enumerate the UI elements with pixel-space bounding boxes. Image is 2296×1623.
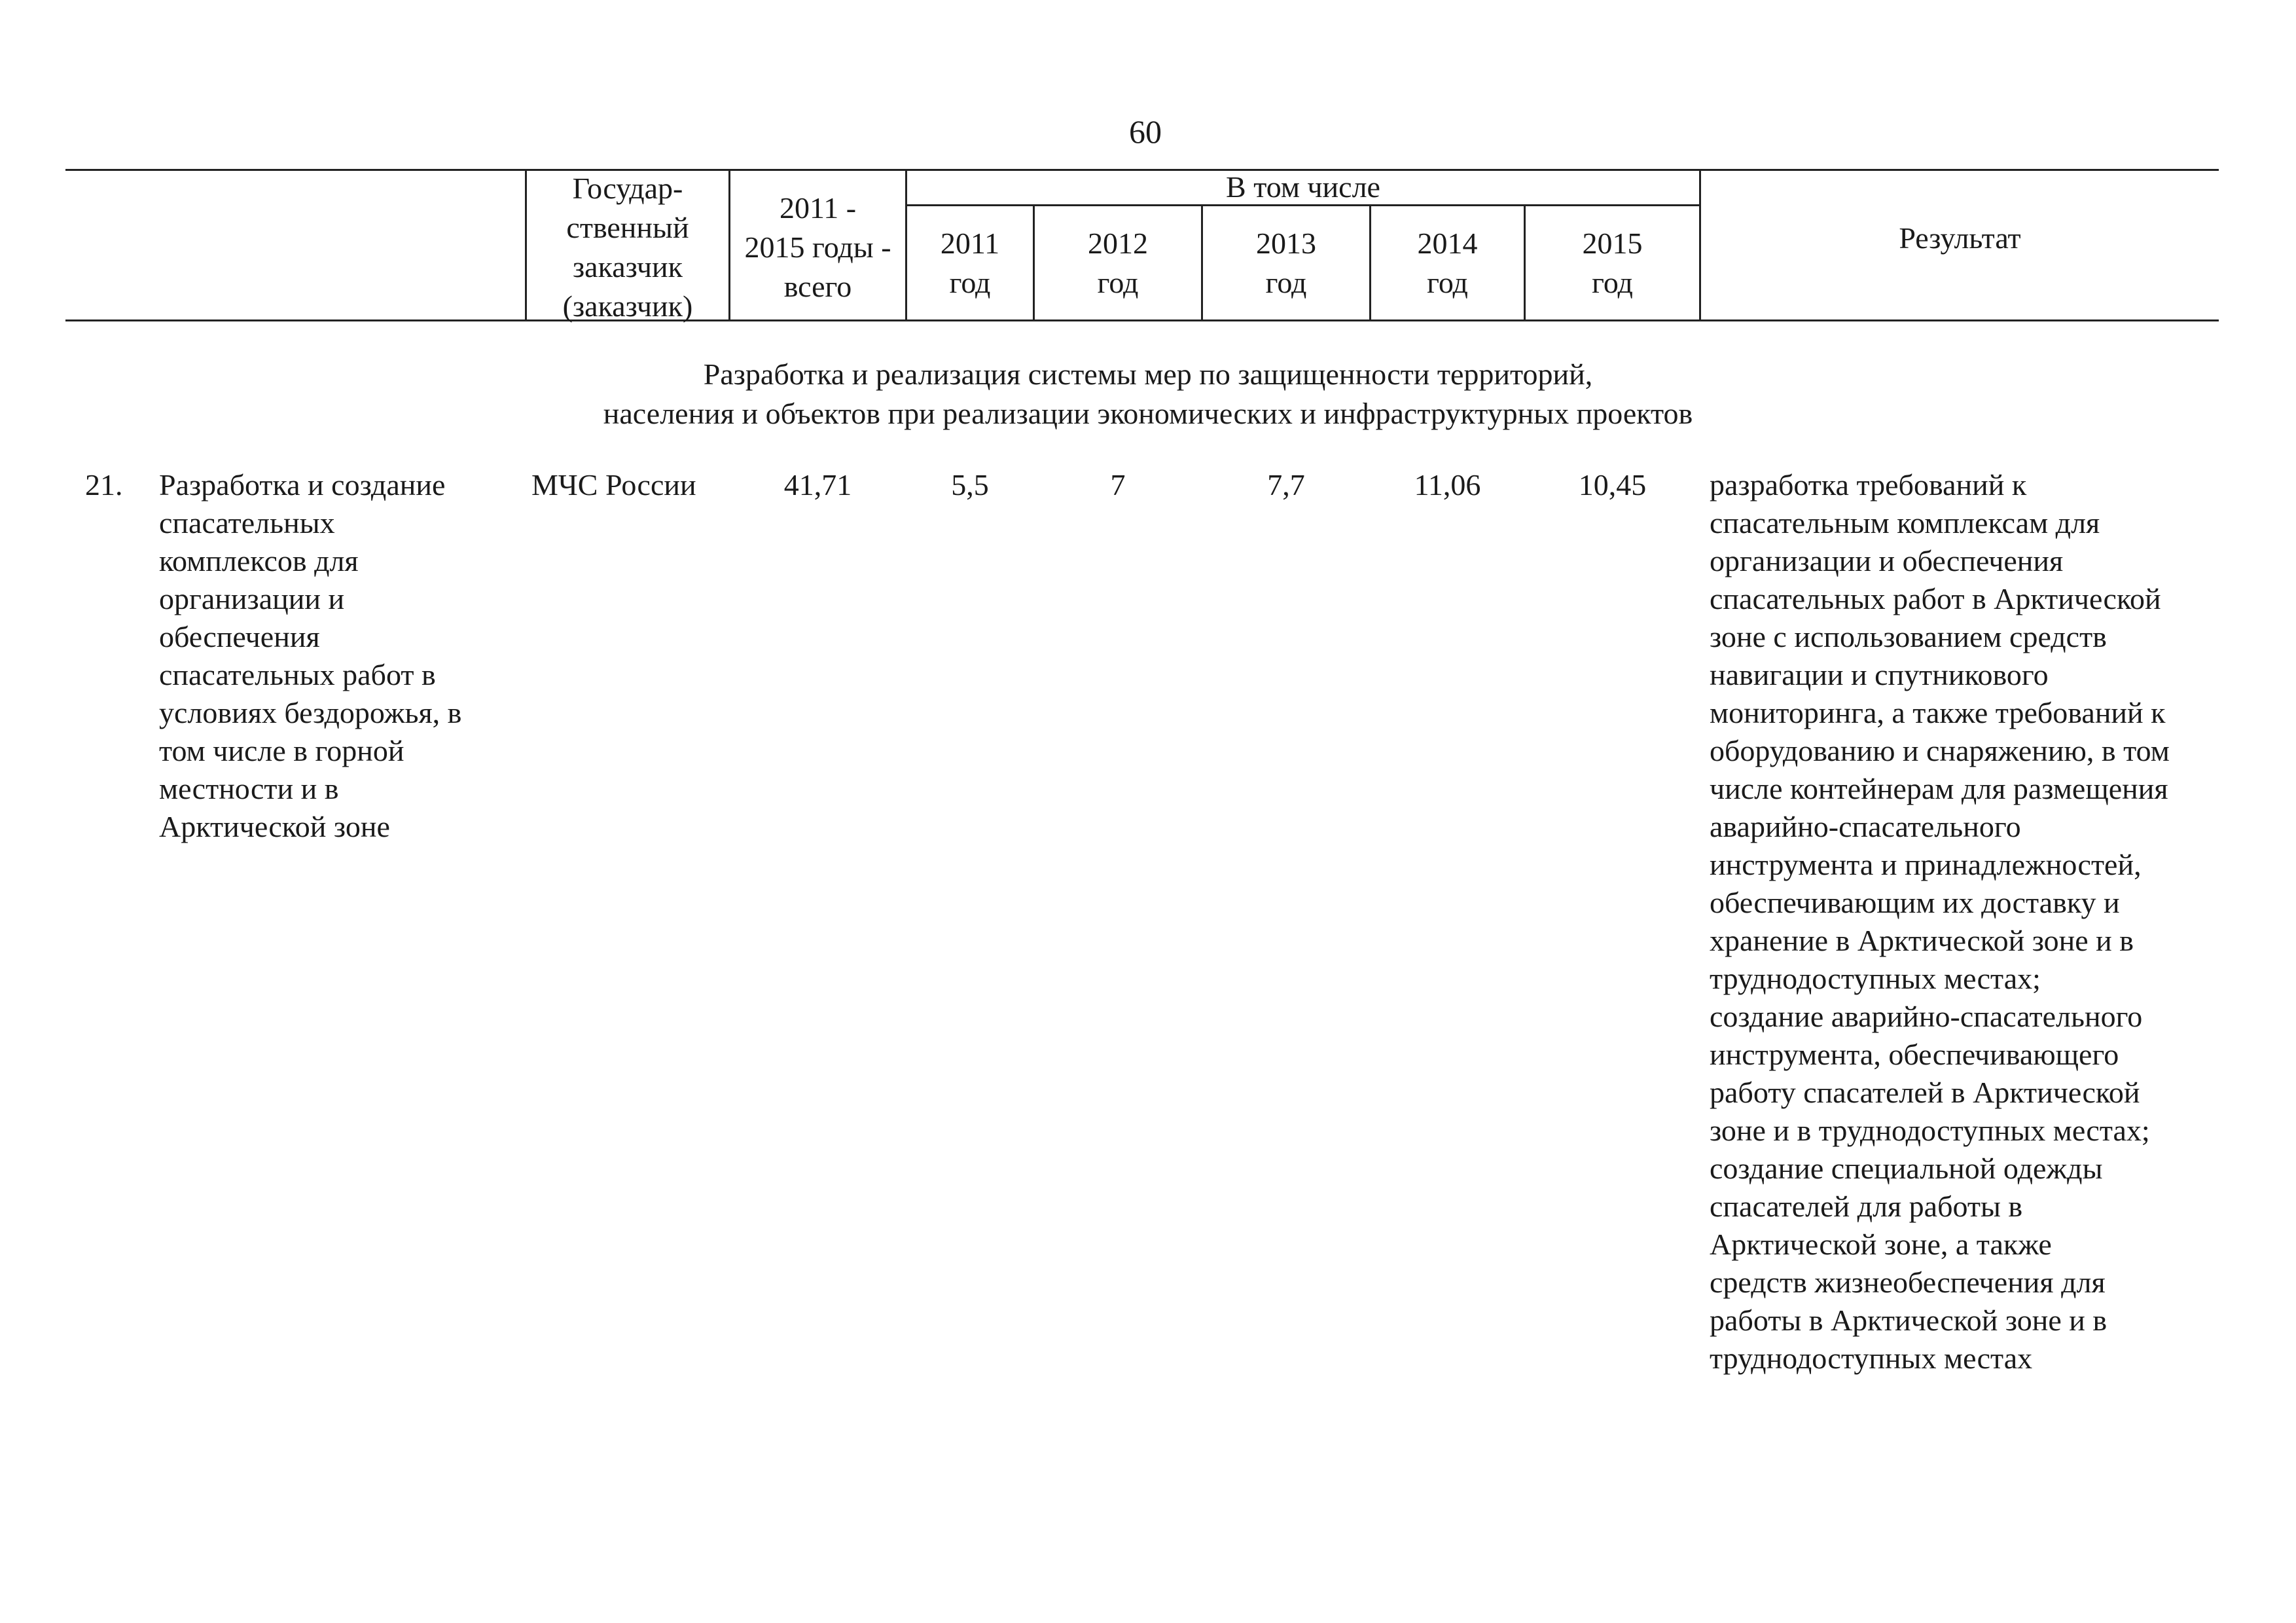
header-total <box>730 189 905 306</box>
row-value-2015: 10,45 <box>1578 468 1647 501</box>
header-customer-line: заказчик <box>572 250 683 283</box>
row-name-line: спасательных работ в <box>159 658 436 691</box>
row-value-2013: 7,7 <box>1267 468 1305 501</box>
header-total-line: всего <box>783 270 852 303</box>
section-title-line: Разработка и реализация системы мер по защищенности территорий, <box>703 357 1593 391</box>
result-line: спасательных работ в Арктической <box>1710 582 2161 615</box>
result-line: работы в Арктической зоне и в <box>1710 1304 2108 1337</box>
result-line: организации и обеспечения <box>1710 544 2064 577</box>
header-year-unit: год <box>1427 266 1468 299</box>
result-line: создание специальной одежды <box>1710 1152 2103 1185</box>
row-name-line: спасательных <box>159 506 335 539</box>
row-name <box>159 466 526 846</box>
row-result <box>1710 466 2220 1377</box>
header-result: Результат <box>1899 221 2021 255</box>
header-year-unit: год <box>1097 266 1139 299</box>
row-total: 41,71 <box>783 468 852 501</box>
header-year-2015 <box>1526 224 1699 302</box>
row-name-line: Арктической зоне <box>159 810 390 843</box>
result-line: труднодоступных местах; <box>1710 962 2041 995</box>
row-name-line: организации и <box>159 582 345 615</box>
header-year-unit: год <box>1592 266 1633 299</box>
header-year-unit: год <box>1265 266 1307 299</box>
row-name-line: условиях бездорожья, в <box>159 696 462 729</box>
result-line: зоне и в труднодоступных местах; <box>1710 1114 2150 1147</box>
page-number: 60 <box>1129 113 1162 150</box>
result-line: числе контейнерам для размещения <box>1710 772 2168 805</box>
row-name-line: комплексов для <box>159 544 359 577</box>
header-year-label: 2014 <box>1417 227 1478 260</box>
header-total-line: 2011 - <box>779 191 857 225</box>
row-value-2014: 11,06 <box>1414 468 1481 501</box>
header-customer-line: ственный <box>566 211 689 244</box>
header-bottom-rule <box>65 319 2219 321</box>
header-year-2012 <box>1035 224 1201 302</box>
header-including: В том числе <box>1226 170 1380 204</box>
row-name-line: Разработка и создание <box>159 468 446 501</box>
header-year-2014 <box>1371 224 1524 302</box>
header-customer <box>527 169 728 326</box>
row-name-line: том числе в горной <box>159 734 404 767</box>
header-year-2011 <box>907 224 1033 302</box>
result-line: оборудованию и снаряжению, в том <box>1710 734 2170 767</box>
header-year-label: 2011 <box>940 227 1000 260</box>
result-line: Арктической зоне, а также <box>1710 1228 2052 1261</box>
row-value-2012: 7 <box>1110 468 1126 501</box>
section-title-line: населения и объектов при реализации экономических и инфраструктурных проектов <box>603 397 1693 430</box>
result-line: средств жизнеобеспечения для <box>1710 1266 2106 1299</box>
header-customer-line: Государ- <box>572 172 683 205</box>
row-number: 21. <box>85 468 123 501</box>
header-year-label: 2013 <box>1256 227 1316 260</box>
result-line: мониторинга, а также требований к <box>1710 696 2166 729</box>
result-line: работу спасателей в Арктической <box>1710 1076 2140 1109</box>
result-line: разработка требований к <box>1710 468 2027 501</box>
row-value-2011: 5,5 <box>951 468 989 501</box>
header-year-unit: год <box>949 266 991 299</box>
result-line: инструмента, обеспечивающего <box>1710 1038 2119 1071</box>
result-line: труднодоступных местах <box>1710 1341 2033 1375</box>
result-line: зоне с использованием средств <box>1710 620 2107 653</box>
row-name-line: местности и в <box>159 772 339 805</box>
result-line: спасательным комплексам для <box>1710 506 2100 539</box>
section-title <box>0 355 2296 433</box>
header-year-label: 2012 <box>1088 227 1148 260</box>
header-year-label: 2015 <box>1582 227 1643 260</box>
result-line: создание аварийно-спасательного <box>1710 1000 2143 1033</box>
result-line: спасателей для работы в <box>1710 1190 2023 1223</box>
header-customer-line: (заказчик) <box>562 289 693 323</box>
result-line: аварийно-спасательного <box>1710 810 2021 843</box>
header-year-2013 <box>1203 224 1369 302</box>
result-line: инструмента и принадлежностей, <box>1710 848 2142 881</box>
result-line: хранение в Арктической зоне и в <box>1710 924 2134 957</box>
row-name-line: обеспечения <box>159 620 320 653</box>
result-line: навигации и спутникового <box>1710 658 2049 691</box>
header-total-line: 2015 годы - <box>744 230 891 264</box>
row-customer: МЧС России <box>531 468 696 501</box>
result-line: обеспечивающим их доставку и <box>1710 886 2120 919</box>
